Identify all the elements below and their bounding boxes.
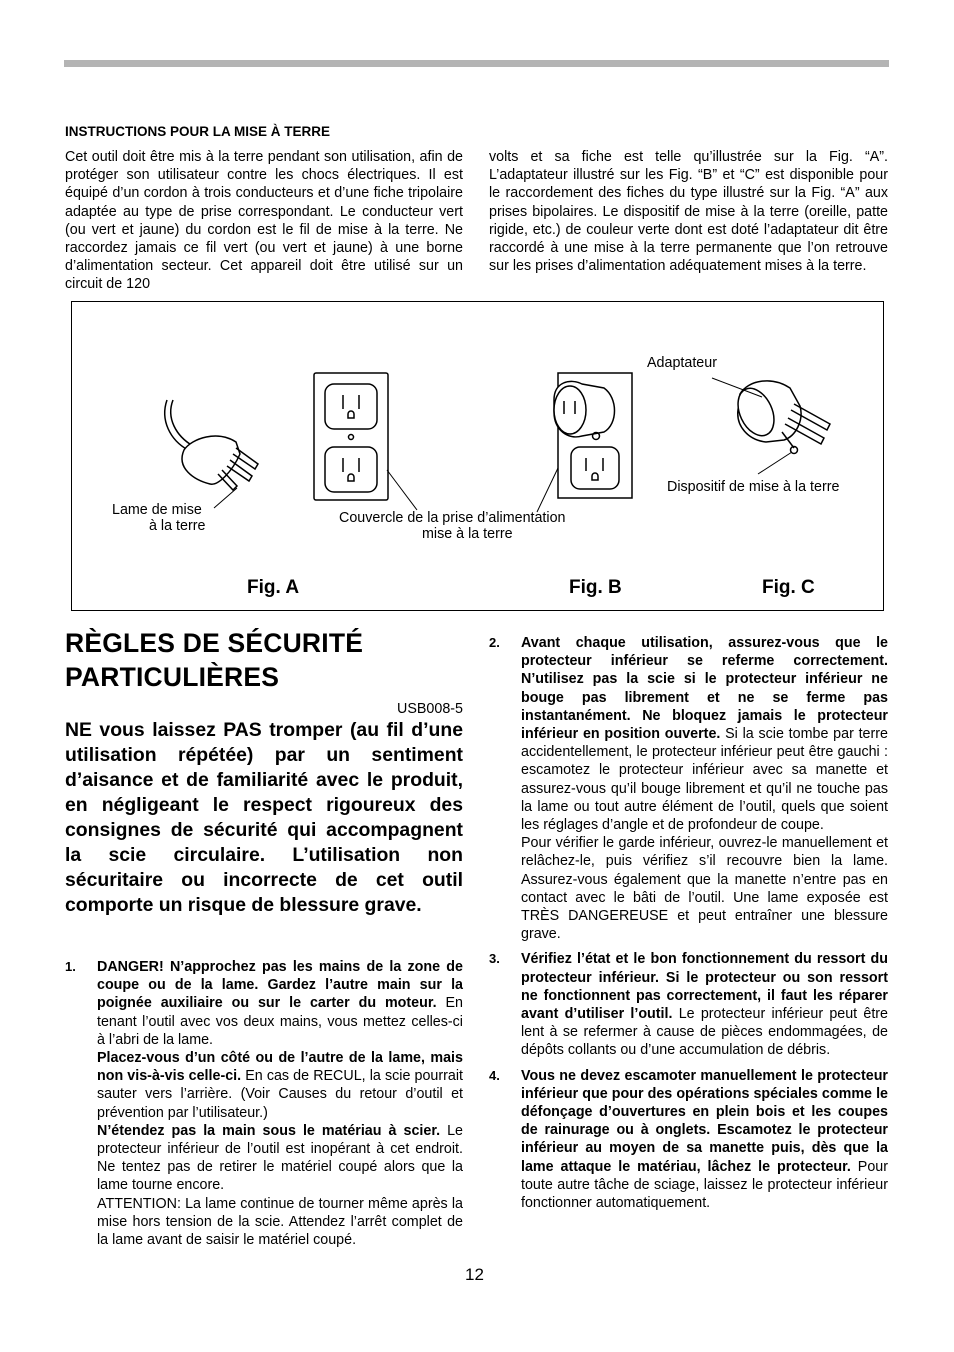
label-adapter: Adaptateur	[647, 355, 717, 371]
list-item	[489, 950, 888, 1059]
list-item	[65, 958, 463, 1249]
outlet-b-lower	[571, 447, 619, 489]
item-text: Pour toute autre tâche de sciage, laissez le protecteur inférieur fonctionner automatiquement.	[521, 1158, 888, 1212]
grounding-text-left: Cet outil doit être mis à la terre pendant son utilisation, afin de protéger son utilisateur contre les chocs électriques. Il est équipé d’un cordon à trois conducteurs et d’une fiche tripolaire adaptée au type de prise correspondant. Le conducteur vert (ou vert et jaune) du cordon est le fil de mise à la terre. Ne raccordez jamais ce fil vert (ou vert et jaune) à une borne d’alimentation secteur. Cet appareil doit être utilisé sur un circuit de 120	[65, 149, 463, 293]
item-text: Si la scie tombe par terre accidentellement, le protecteur inférieur peut être gauchi : escamotez le protecteur inférieur avec sa manette et assurez-vous qu’il bouge librement et qu’il ne touche pas la lame ou tout autre élément de l’outil, quels que soient les réglages d’angle et de profondeur de coupe.	[521, 726, 888, 834]
grounding-text-right: volts et sa fiche est telle qu’illustrée sur la Fig. “A”. L’adaptateur illustré sur les Fig. “B” et “C” est disponible pour le raccordement des fiches du type illustré sur la Fig. “A” aux prises bipolaires. Le dispositif de mise à la terre (oreille, patte rigide, etc.) de couleur verte dont est doté l’adaptateur dit être raccordé à une mise à la terre permanente que l’on retrouve sur les prises d’alimentation adéquatement mises à la terre.	[489, 149, 888, 275]
item-number: 3.	[489, 951, 500, 967]
safety-warning: NE vous laissez PAS tromper (au fil d’une utilisation répétée) par un sentiment d’aisance et de familiarité avec le produit, en négligeant le respect rigoureux des consignes de sécurité qui accompagnent la scie circulaire. L’utilisation non sécuritaire ou incorrecte de cet outil comporte un risque de blessure grave.	[65, 719, 463, 916]
item-text: En cas de RECUL, la scie pourrait sauter vers l’arrière. (Voir Causes du retour d’outil et prévention par l’utilisateur.)	[97, 1068, 463, 1121]
item-text: Le protecteur inférieur peut être lent à se refermer à cause de pièces endommagées, de dépôts collants ou d’une accumulation de débris.	[521, 1006, 889, 1059]
item-bold-text: Avant chaque utilisation, assurez-vous que le protecteur inférieur se referme correctement. N’utilisez pas la scie si le protecteur inférieur ne bouge pas librement et ne se ferme pas instantanément. Ne bloquez jamais le protecteur inférieur en position ouverte.	[521, 635, 888, 743]
item-bold-text: N’étendez pas la main sous le matériau à scier.	[97, 1122, 441, 1139]
label-ground-blade-2: à la terre	[149, 518, 206, 534]
item-bold-text: Vérifiez l’état et le bon fonctionnement du ressort du protecteur inférieur. Si le protecteur ou son ressort ne fonctionnent pas correctement, il faut les réparer avant d’utiliser l’outil.	[521, 951, 888, 1023]
item-subparagraph: Pour vérifier le garde inférieur, ouvrez-le manuellement et relâchez-le, puis vérifiez s’il recouvre bien la lame. Assurez-vous également que la manette n’entre pas en contact avec le bâti de l’outil. Une lame exposée est TRÈS DANGEREUSE et peut entraîner une blessure grave.	[521, 835, 888, 943]
item-subparagraph: ATTENTION: La lame continue de tourner même après la mise hors tension de la scie. Attendez l’arrêt complet de la lame avant de saisir le matériel coupé.	[97, 1195, 463, 1249]
fig-c-caption: Fig. C	[762, 577, 815, 598]
item-number: 1.	[65, 959, 76, 974]
header-rule	[64, 60, 889, 67]
safety-list-left	[65, 958, 463, 1249]
item-subparagraph	[97, 1122, 463, 1195]
item-number: 4.	[489, 1067, 500, 1083]
list-item	[489, 1067, 888, 1213]
outlet-lower	[325, 447, 377, 492]
item-text: Le protecteur inférieur de l’outil est inopérant à cet endroit. Ne tentez pas de retirer le matériel coupé alors que la lame tourne encore.	[97, 1122, 463, 1194]
label-ground-blade-1: Lame de mise	[112, 502, 202, 518]
plug-illustrations	[72, 302, 883, 610]
safety-list-right	[489, 634, 888, 1212]
item-subparagraph	[97, 1049, 463, 1122]
label-cover-1: Couvercle de la prise d’alimentation	[339, 510, 566, 526]
grounding-title: INSTRUCTIONS POUR LA MISE À TERRE	[65, 124, 331, 139]
outlet-upper	[325, 384, 377, 429]
item-bold-text: Placez-vous d’un côté ou de l’autre de la lame, mais non vis-à-vis celle-ci.	[97, 1050, 463, 1085]
item-bold-text: DANGER! N’approchez pas les mains de la zone de coupe ou de la lame. Gardez l’autre main sur la poignée auxiliaire ou sur le carter du moteur.	[97, 959, 463, 1012]
plug-cord	[165, 400, 188, 450]
item-bold-text: Vous ne devez escamoter manuellement le protecteur inférieur que pour des opérations spéciales comme le défonçage d’ouvertures en plein bois et les coupes de rainurage ou à onglets. Escamotez le protecteur inférieur au moyen de sa manette puis, dès que la lame attaque le matériau, lâchez le protecteur.	[521, 1067, 888, 1175]
safety-heading-line-1: RÈGLES DE SÉCURITÉ	[65, 628, 364, 658]
safety-heading-line-2: PARTICULIÈRES	[65, 662, 280, 692]
label-cover-2: mise à la terre	[422, 526, 513, 542]
safety-heading	[65, 626, 363, 694]
plug-figure	[71, 301, 884, 611]
fig-a-caption: Fig. A	[247, 577, 300, 598]
label-ground-device: Dispositif de mise à la terre	[667, 479, 840, 495]
document-code: USB008-5	[397, 701, 463, 717]
fig-b-caption: Fig. B	[569, 577, 622, 598]
item-number: 2.	[489, 635, 500, 650]
item-text: En tenant l’outil avec vos deux mains, vous mettez celles-ci à l’abri de la lame.	[97, 995, 463, 1048]
page-number: 12	[465, 1265, 484, 1284]
list-item	[489, 634, 888, 943]
